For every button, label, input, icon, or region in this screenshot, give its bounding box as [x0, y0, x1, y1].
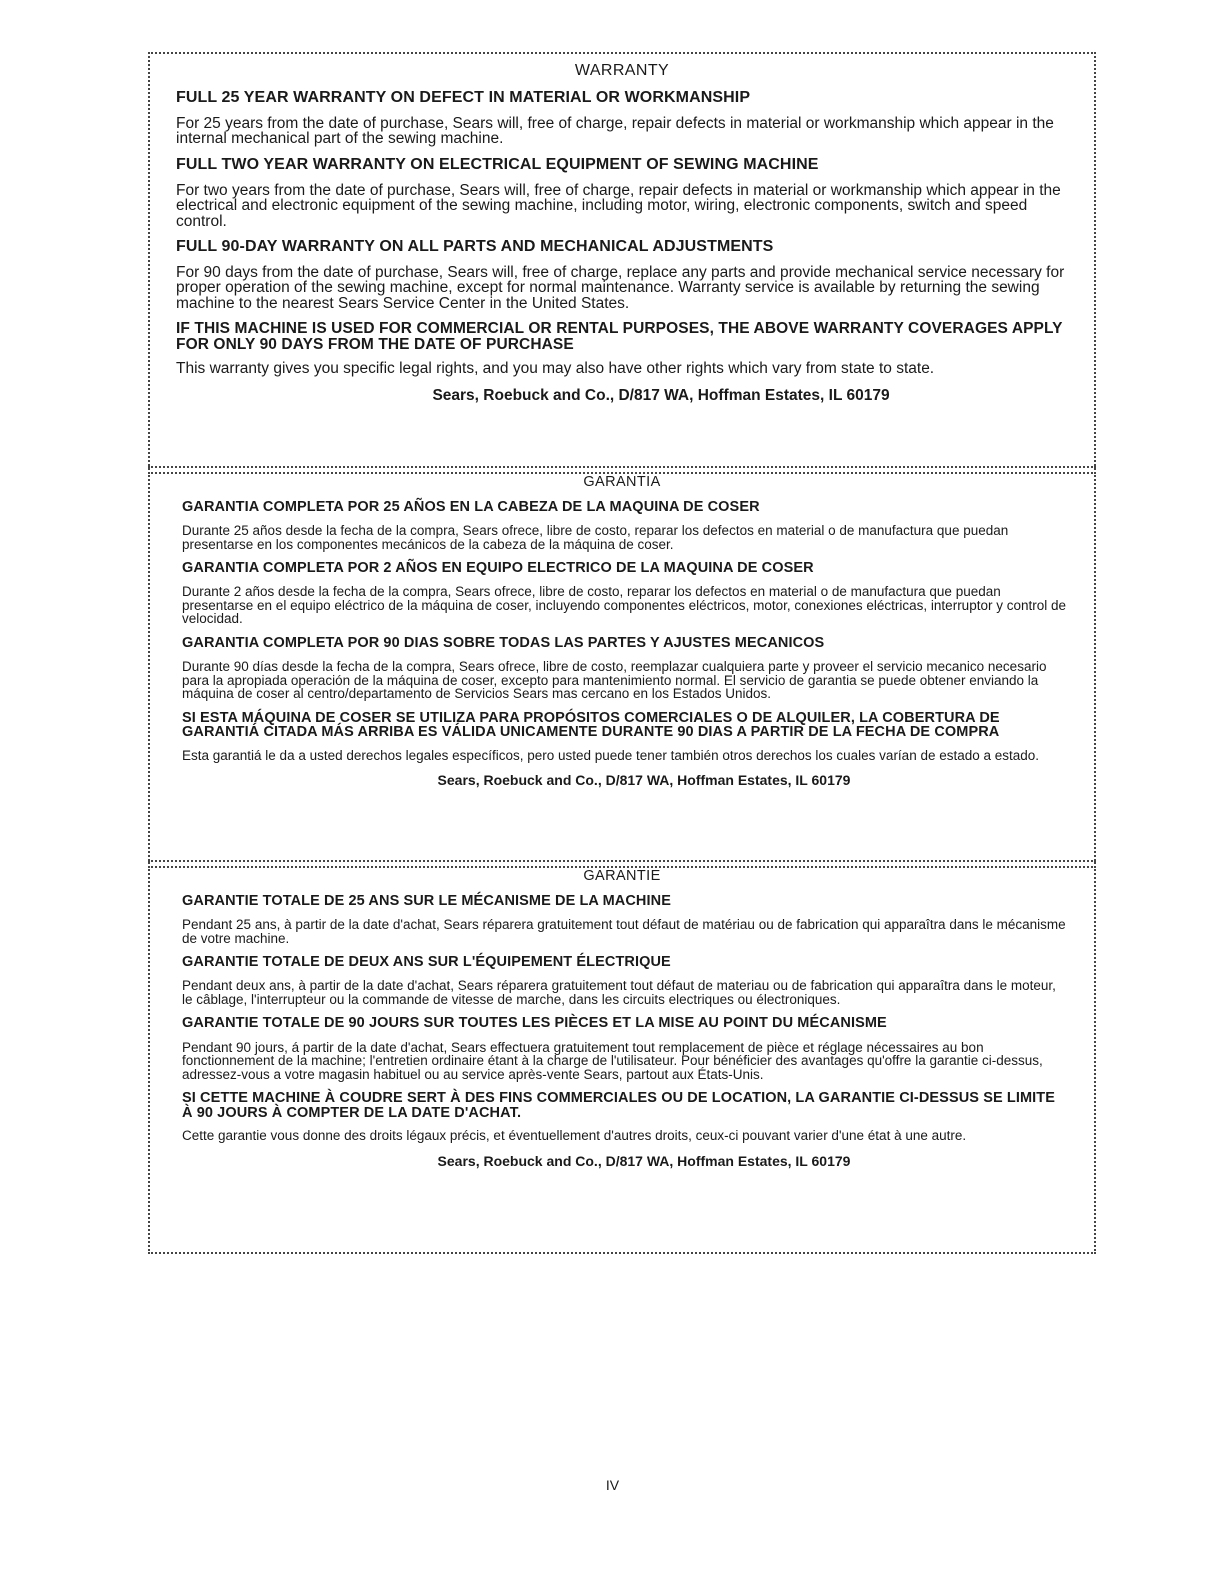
- warranty-english-title: WARRANTY: [574, 62, 670, 79]
- spanish-section-2-text: Durante 2 años desde la fecha de la compra, Sears ofrece, libre de costo, reparar los defectos en material o de manufactura que puedan presentarse en el equipo eléctrico de la máquina de coser, incluyendo componentes eléctricos, motor, conexiones eléctricas, interruptor y control de velocidad.: [182, 584, 1066, 627]
- english-section-3-heading: FULL 90-DAY WARRANTY ON ALL PARTS AND MECHANICAL ADJUSTMENTS: [176, 238, 774, 256]
- warranty-english-content: [176, 90, 1066, 405]
- english-section-3-text: For 90 days from the date of purchase, Sears will, free of charge, replace any parts and provide mechanical service necessary for proper operation of the sewing machine, except for normal maintenance. Warranty service is available by returning the sewing machine to the nearest Sears Service Center in the United States.: [176, 263, 1065, 312]
- spanish-address: Sears, Roebuck and Co., D/817 WA, Hoffman Estates, IL 60179: [437, 772, 851, 789]
- spanish-section-3-text: Durante 90 días desde la fecha de la compra, Sears ofrece, libre de costo, reemplazar cualquiera parte y proveer el servicio mecanico necesario para la apropiada operación de la máquina de coser, excepto para mantenimiento normal. El servicio de garantia se puede obtener enviando la máquina de coser al centro/departamento de Servicios Sears mas cercano en los Estados Unidos.: [182, 659, 1047, 702]
- spanish-section-1-heading: GARANTIA COMPLETA POR 25 AÑOS EN LA CABEZA DE LA MAQUINA DE COSER: [182, 499, 760, 515]
- page-number: IV: [605, 1477, 620, 1493]
- english-section-1-text: For 25 years from the date of purchase, Sears will, free of charge, repair defects in material or workmanship which appear in the internal mechanical part of the sewing machine.: [176, 114, 1054, 148]
- spanish-rights-text: Esta garantiá le da a usted derechos legales específicos, pero usted puede tener también otros derechos los cuales varían de estado a estado.: [182, 747, 1040, 763]
- french-section-2-heading: GARANTIE TOTALE DE DEUX ANS SUR L'ÉQUIPEMENT ÉLECTRIQUE: [182, 954, 671, 971]
- spanish-section-2-heading: GARANTIA COMPLETA POR 2 AÑOS EN EQUIPO ELECTRICO DE LA MAQUINA DE COSER: [182, 560, 814, 577]
- warranty-spanish-box: [148, 472, 1096, 864]
- warranty-french-title: GARANTIE: [583, 868, 661, 884]
- spanish-commercial-notice: SI ESTA MÁQUINA DE COSER SE UTILIZA PARA PROPÓSITOS COMERCIALES O DE ALQUILER, LA COBERTURA DE GARANTIÁ CITADA MÁS ARRIBA ES VÁLIDA UNICAMENTE DURANTE 90 DIAS A PARTIR DE LA FECHA DE COMPRA: [182, 709, 1000, 741]
- french-section-1-heading: GARANTIE TOTALE DE 25 ANS SUR LE MÉCANISME DE LA MACHINE: [182, 893, 671, 909]
- warranty-french-content: [182, 894, 1066, 1169]
- warranty-english-box: [148, 52, 1096, 470]
- english-section-2-text: For two years from the date of purchase, Sears will, free of charge, repair defects in material or workmanship which appear in the electrical and electronic equipment of the sewing machine, including motor, wiring, electronic components, switch and speed control.: [176, 181, 1061, 230]
- warranty-spanish-content: [182, 500, 1066, 788]
- french-commercial-notice: SI CETTE MACHINE À COUDRE SERT À DES FINS COMMERCIALES OU DE LOCATION, LA GARANTIE CI-DESSUS SE LIMITE À 90 JOURS À COMPTER DE LA DATE D'ACHAT.: [182, 1090, 1055, 1121]
- french-rights-text: Cette garantie vous donne des droits légaux précis, et éventuellement d'autres droits, ceux-ci pouvant varier d'une état à une autre.: [182, 1128, 967, 1144]
- french-section-3-heading: GARANTIE TOTALE DE 90 JOURS SUR TOUTES LES PIÈCES ET LA MISE AU POINT DU MÉCANISME: [182, 1015, 887, 1032]
- french-address: Sears, Roebuck and Co., D/817 WA, Hoffman Estates, IL 60179: [437, 1152, 851, 1169]
- english-rights-text: This warranty gives you specific legal rights, and you may also have other rights which vary from state to state.: [176, 360, 935, 378]
- english-section-1-heading: FULL 25 YEAR WARRANTY ON DEFECT IN MATERIAL OR WORKMANSHIP: [176, 89, 751, 106]
- french-section-1-text: Pendant 25 ans, à partir de la date d'achat, Sears réparera gratuitement tout défaut de matériau ou de fabrication qui apparaîtra dans le mécanisme de votre machine.: [182, 917, 1066, 946]
- warranty-french-box: [148, 866, 1096, 1254]
- warranty-spanish-title: GARANTIA: [583, 474, 661, 490]
- section-divider: [148, 466, 1096, 468]
- french-section-2-text: Pendant deux ans, à partir de la date d'achat, Sears réparera gratuitement tout défaut de materiau ou de fabrication qui apparaîtra dans le moteur, le câblage, l'interrupteur ou la commande de vitesse de marche, dans les circuits electriques ou électroniques.: [182, 978, 1056, 1007]
- spanish-section-3-heading: GARANTIA COMPLETA POR 90 DIAS SOBRE TODAS LAS PARTES Y AJUSTES MECANICOS: [182, 634, 825, 651]
- french-section-3-text: Pendant 90 jours, á partir de la date d'achat, Sears effectuera gratuitement tout remplacement de pièce et réglage nécessaires au bon fonctionnement de la machine; l'entretien ordinaire étant à la charge de l'utilisateur. Pour bénéficier des avantages qu'offre la garantie ci-dessus, adressez-vous a votre magasin habituel ou au service après-vente Sears, partout aux États-Unis.: [182, 1039, 1043, 1082]
- spanish-section-1-text: Durante 25 años desde la fecha de la compra, Sears ofrece, libre de costo, reparar los defectos en material o de manufactura que puedan presentarse en los componentes mecánicos de la cabeza de la máquina de coser.: [182, 523, 1009, 552]
- english-section-2-heading: FULL TWO YEAR WARRANTY ON ELECTRICAL EQUIPMENT OF SEWING MACHINE: [176, 155, 819, 173]
- section-divider: [148, 860, 1096, 862]
- english-address: Sears, Roebuck and Co., D/817 WA, Hoffman Estates, IL 60179: [432, 386, 890, 404]
- english-commercial-notice: IF THIS MACHINE IS USED FOR COMMERCIAL OR RENTAL PURPOSES, THE ABOVE WARRANTY COVERAGES APPLY FOR ONLY 90 DAYS FROM THE DATE OF PURCHASE: [176, 320, 1063, 353]
